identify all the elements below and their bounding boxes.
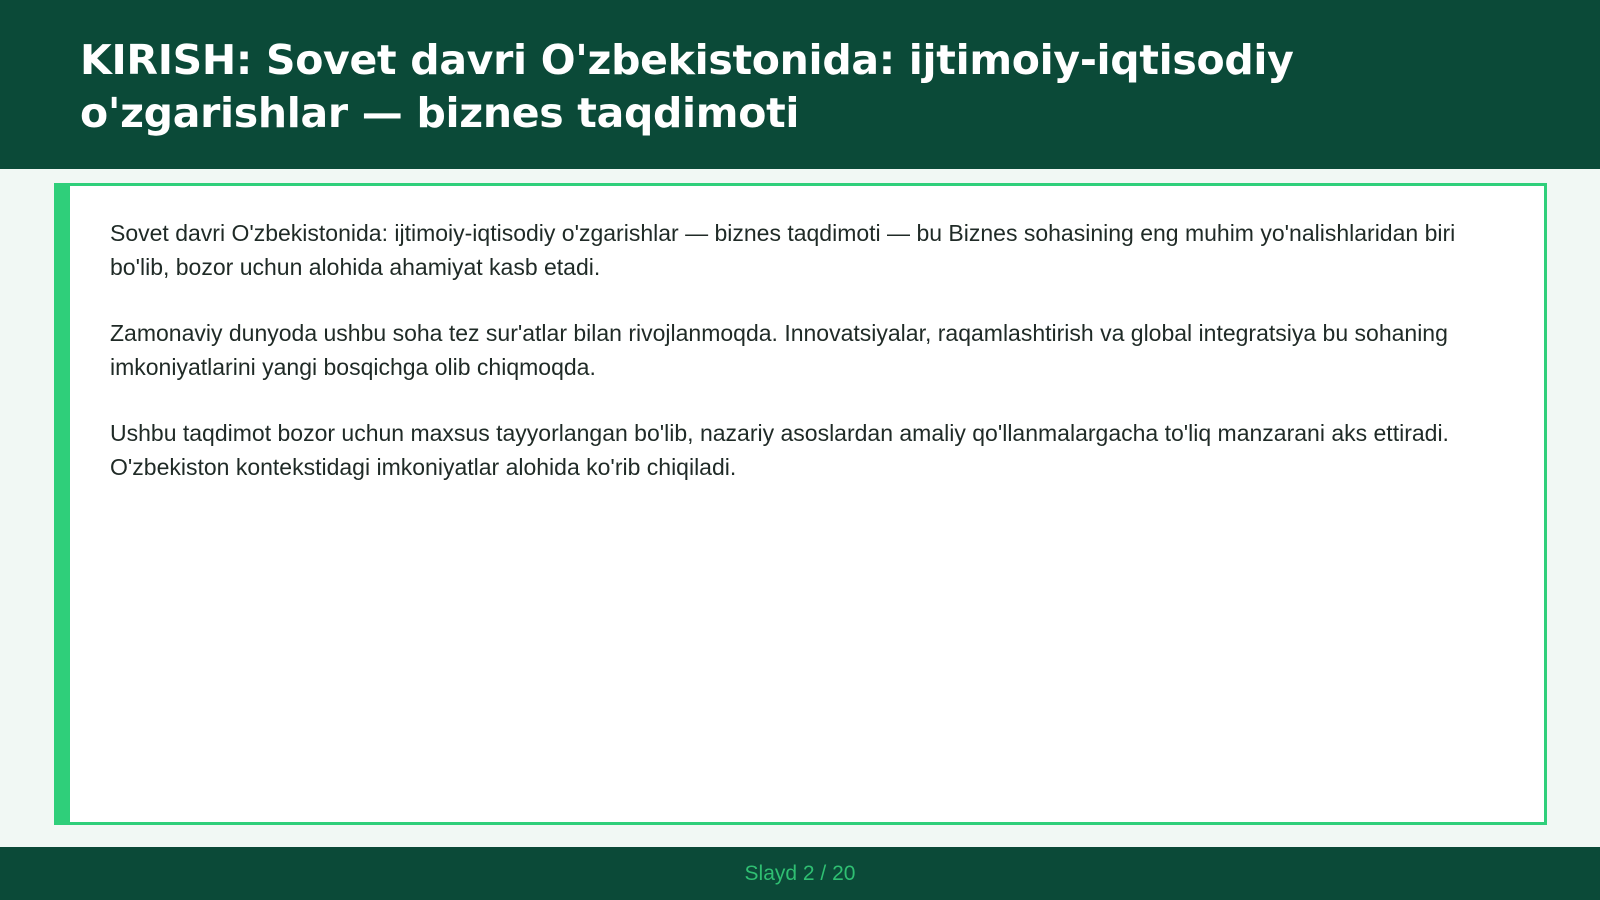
- slide-title: KIRISH: Sovet davri O'zbekistonida: ijtimoiy-iqtisodiy o'zgarishlar — biznes taqdimoti: [80, 36, 1294, 137]
- slide-header: [0, 0, 1600, 169]
- content-paragraph-2: Zamonaviy dunyoda ushbu soha tez sur'atlar bilan rivojlanmoqda. Innovatsiyalar, raqamlashtirish va global integratsiya bu sohaning imkoniyatlarini yangi bosqichga olib chiqmoqda.: [110, 320, 1448, 380]
- slide-footer: [0, 847, 1600, 900]
- content-paragraph-1: Sovet davri O'zbekistonida: ijtimoiy-iqtisodiy o'zgarishlar — biznes taqdimoti — bu Biznes sohasining eng muhim yo'nalishlaridan biri bo'lib, bozor uchun alohida ahamiyat kasb etadi.: [110, 220, 1456, 280]
- content-paragraph-3: Ushbu taqdimot bozor uchun maxsus tayyorlangan bo'lib, nazariy asoslardan amaliy qo'llanmalargacha to'liq manzarani aks ettiradi. O'zbekiston kontekstidagi imkoniyatlar alohida ko'rib chiqiladi.: [110, 420, 1449, 480]
- content-card: [54, 183, 1547, 825]
- slide-counter: Slayd 2 / 20: [744, 861, 856, 885]
